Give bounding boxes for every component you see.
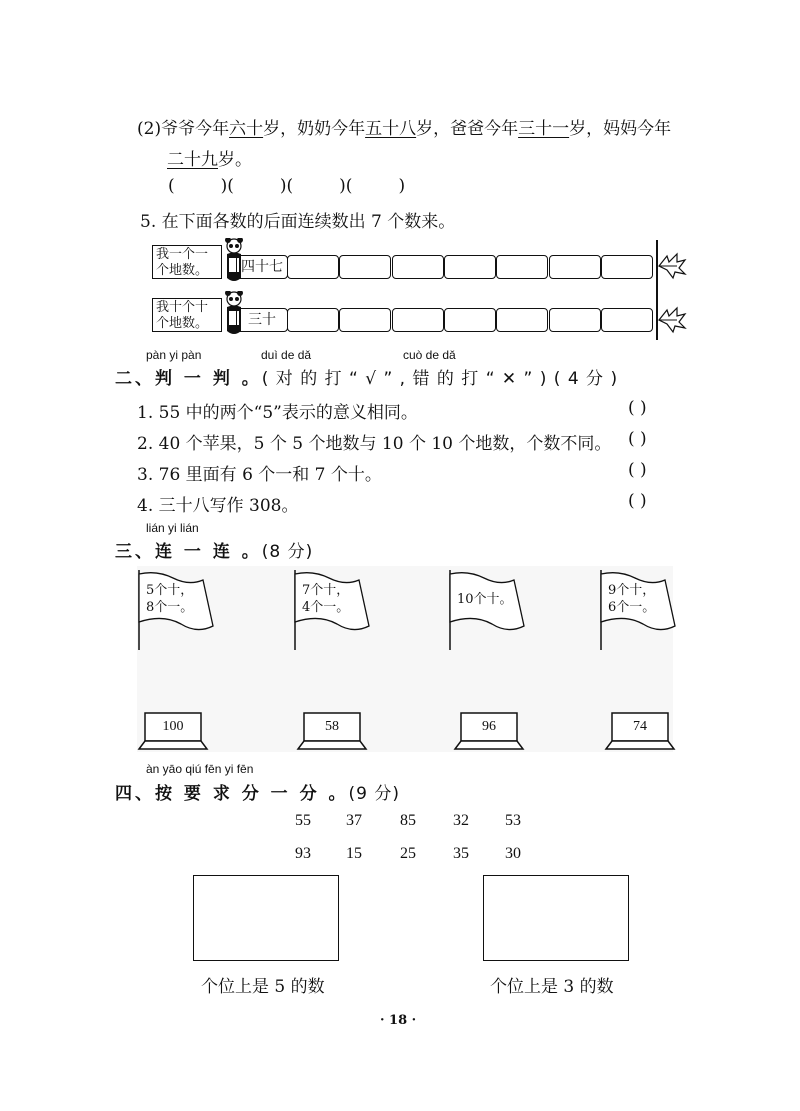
flag-icon — [448, 568, 528, 650]
sequence-blank-cell[interactable] — [549, 308, 601, 332]
speech-line: 个地数。 — [156, 316, 209, 331]
judge-item-2: 2. 40 个苹果，5 个 5 个地数与 10 个 10 个地数，个数不同。 — [137, 434, 612, 454]
answer-box-ones-3-label: 个位上是 3 的数 — [490, 977, 614, 997]
pool-number[interactable]: 25 — [400, 845, 416, 862]
blank-paren: )( — [220, 176, 234, 196]
sequence-blank-cell[interactable] — [601, 255, 653, 279]
flag-label — [608, 582, 655, 616]
speech-bubble-row2 — [152, 298, 222, 332]
pool-number[interactable]: 15 — [346, 845, 362, 862]
sequence-blank-cell[interactable] — [339, 308, 391, 332]
q4-2-text-d: 岁，妈妈今年 — [569, 119, 672, 139]
laptop-number: 96 — [482, 719, 496, 734]
section2-heading — [115, 364, 618, 389]
blank-paren: )( — [339, 176, 353, 196]
match-area — [137, 566, 673, 752]
answer-box-ones-3[interactable] — [483, 875, 629, 961]
flag-line: 5个十， — [146, 583, 194, 598]
section-title: 二、判 一 判 。 — [115, 369, 262, 389]
sequence-blank-cell[interactable] — [496, 255, 548, 279]
q4-2-text-e: 岁。 — [218, 150, 252, 170]
speech-bubble-row1 — [152, 245, 222, 279]
section3-heading — [115, 537, 313, 562]
section-instruction: ( 对 的 打 “ √ ” , 错 的 打 “ ✕ ” ) ( 4 分 ) — [261, 369, 619, 389]
pool-number[interactable]: 85 — [400, 812, 416, 829]
laptop-number: 74 — [633, 719, 647, 734]
flag-label — [146, 582, 193, 616]
judge-answer-1[interactable]: ( ) — [628, 398, 647, 418]
flag-line: 4个一。 — [302, 600, 350, 615]
sequence-blank-cell[interactable] — [549, 255, 601, 279]
q4-2-underline-2: 五十八 — [365, 119, 417, 139]
q4-2-underline-3: 三十一 — [518, 119, 570, 139]
pool-number[interactable]: 30 — [505, 845, 521, 862]
section-score: (9 分) — [348, 784, 400, 804]
blank-paren: ) — [398, 176, 406, 196]
blank-paren: ( — [168, 176, 175, 196]
flag-line: 6个一。 — [608, 600, 656, 615]
sequence-blank-cell[interactable] — [601, 308, 653, 332]
start-number: 四十七 — [241, 259, 283, 275]
q4-2-line1 — [137, 114, 671, 139]
leaf-icon — [657, 252, 687, 280]
q4-2-answer-blanks[interactable] — [168, 176, 405, 196]
answer-box-ones-5-label: 个位上是 5 的数 — [201, 977, 325, 997]
pool-number[interactable]: 93 — [295, 845, 311, 862]
sequence-blank-cell[interactable] — [287, 308, 339, 332]
judge-answer-3[interactable]: ( ) — [628, 460, 647, 480]
sequence-blank-cell[interactable] — [392, 308, 444, 332]
sequence-blank-cell[interactable] — [496, 308, 548, 332]
pinyin-pan-yi-pan: pàn yi pàn — [146, 348, 202, 362]
sequence-blank-cell[interactable] — [444, 255, 496, 279]
laptop-number: 58 — [325, 719, 339, 734]
start-number: 三十 — [248, 312, 276, 328]
section-title: 三、连 一 连 。 — [115, 542, 262, 562]
laptop-number: 100 — [162, 719, 184, 734]
sequence-start-row1 — [236, 255, 288, 279]
section4-heading — [115, 779, 400, 804]
q4-2-text-a: (2)爷爷今年 — [137, 119, 230, 139]
sequence-blank-cell[interactable] — [339, 255, 391, 279]
q4-2-text-c: 岁，爸爸今年 — [416, 119, 519, 139]
q5-title: 5. 在下面各数的后面连续数出 7 个数来。 — [140, 212, 456, 232]
page-number: · 18 · — [380, 1013, 417, 1028]
judge-item-3: 3. 76 里面有 6 个一和 7 个十。 — [137, 465, 382, 485]
flag-label — [457, 591, 513, 608]
sequence-blank-cell[interactable] — [392, 255, 444, 279]
pool-number[interactable]: 37 — [346, 812, 362, 829]
pinyin-an-yao-qiu: àn yāo qiú fēn yi fēn — [146, 762, 254, 776]
pinyin-cuo-de-da: cuò de dǎ — [403, 348, 456, 362]
speech-line: 我十个十 — [156, 300, 209, 315]
flag-line: 9个十， — [608, 583, 656, 598]
speech-line: 个地数。 — [156, 263, 209, 278]
judge-item-4: 4. 三十八写作 308。 — [137, 496, 299, 516]
judge-answer-4[interactable]: ( ) — [628, 491, 647, 511]
pinyin-dui-de-da: duì de dǎ — [261, 348, 312, 362]
pool-number[interactable]: 55 — [295, 812, 311, 829]
q4-2-underline-4: 二十九 — [167, 150, 218, 170]
q4-2-underline-1: 六十 — [229, 119, 264, 139]
section-title: 四、按 要 求 分 一 分 。 — [115, 784, 349, 804]
leaf-icon — [657, 306, 687, 334]
flag-line: 8个一。 — [146, 600, 194, 615]
pool-number[interactable]: 35 — [453, 845, 469, 862]
sequence-blank-cell[interactable] — [444, 308, 496, 332]
q4-2-text-b: 岁，奶奶今年 — [263, 119, 366, 139]
pinyin-lian-yi-lian: lián yi lián — [146, 521, 199, 535]
judge-answer-2[interactable]: ( ) — [628, 429, 647, 449]
pool-number[interactable]: 32 — [453, 812, 469, 829]
judge-item-1: 1. 55 中的两个“5”表示的意义相同。 — [137, 403, 418, 423]
flag-line: 7个十， — [302, 583, 350, 598]
blank-paren: )( — [279, 176, 294, 196]
flag-line: 10个十。 — [457, 592, 513, 607]
flag-label — [302, 582, 349, 616]
speech-line: 我一个一 — [156, 247, 209, 262]
sequence-blank-cell[interactable] — [287, 255, 339, 279]
sequence-start-row2 — [236, 308, 288, 332]
q4-2-line2 — [167, 145, 252, 170]
section-score: (8 分) — [261, 542, 314, 562]
answer-box-ones-5[interactable] — [193, 875, 339, 961]
pool-number[interactable]: 53 — [505, 812, 521, 829]
